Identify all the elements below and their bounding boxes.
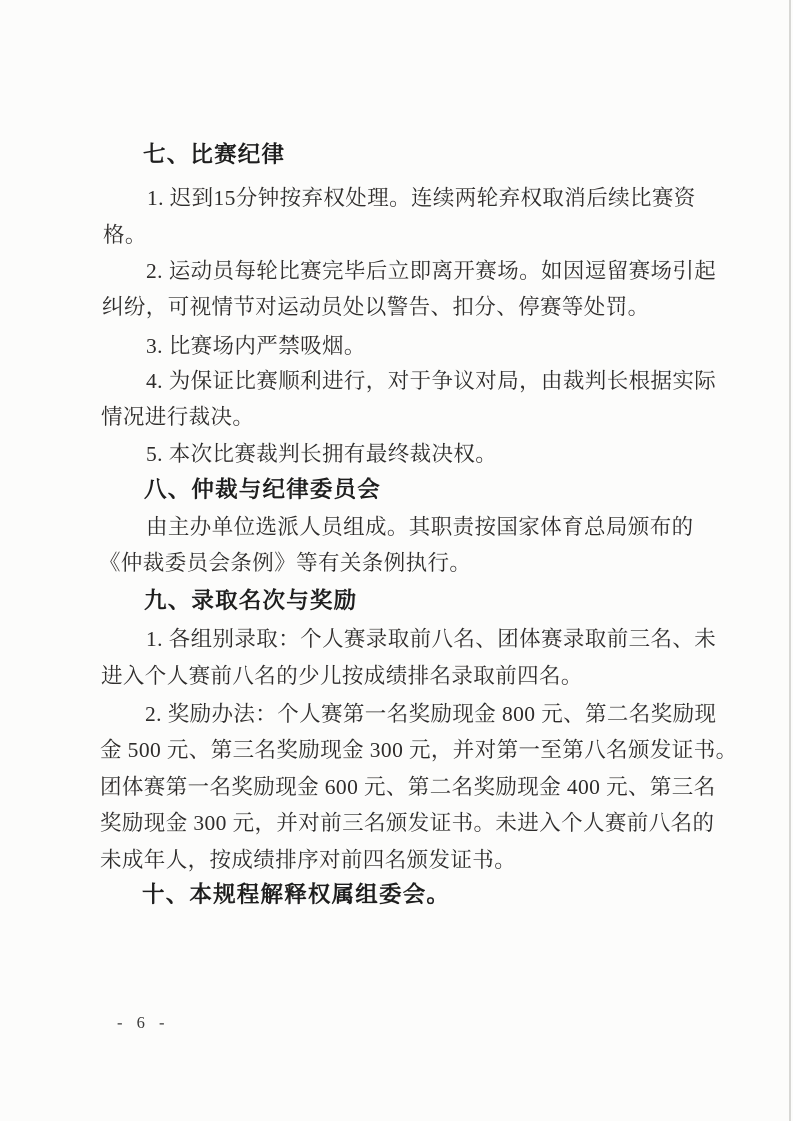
para-8-line-1: 2. 奖励办法：个人赛第一名奖励现金 800 元、第二名奖励现 [145, 702, 717, 726]
para-7-line-2: 进入个人赛前八名的少儿按成绩排名录取前四名。 [101, 664, 583, 688]
para-8-line-5: 未成年人，按成绩排序对前四名颁发证书。 [100, 848, 517, 872]
para-7-line-1: 1. 各组别录取：个人赛录取前八名、团体赛录取前三名、未 [146, 627, 717, 651]
section-heading-8-arbitration: 八、仲裁与纪律委员会 [144, 477, 382, 502]
section-heading-9-awards: 九、录取名次与奖励 [144, 588, 358, 613]
para-8-line-3: 团体赛第一名奖励现金 600 元、第二名奖励现金 400 元、第三名 [100, 775, 716, 799]
para-2-line-2: 纠纷，可视情节对运动员处以警告、扣分、停赛等处罚。 [102, 295, 650, 319]
section-heading-7-discipline: 七、比赛纪律 [143, 142, 286, 167]
para-4-line-2: 情况进行裁决。 [101, 405, 255, 429]
para-5-line-1: 5. 本次比赛裁判长拥有最终裁决权。 [146, 442, 498, 466]
para-4-line-1: 4. 为保证比赛顺利进行，对于争议对局，由裁判长根据实际 [146, 369, 717, 393]
scan-edge-line [789, 0, 791, 1121]
para-6-line-2: 《仲裁委员会条例》等有关条例执行。 [99, 551, 472, 575]
para-8-line-2: 金 500 元、第三名奖励现金 300 元，并对第一至第八名颁发证书。 [100, 738, 738, 762]
para-8-line-4: 奖励现金 300 元，并对前三名颁发证书。未进入个人赛前八名的 [100, 811, 715, 835]
para-1-line-2: 格。 [103, 223, 147, 247]
page-number: - 6 - [117, 1013, 170, 1032]
para-1-line-1: 1. 迟到15分钟按弃权处理。连续两轮弃权取消后续比赛资 [147, 186, 696, 210]
para-3-line-1: 3. 比赛场内严禁吸烟。 [146, 334, 366, 358]
para-2-line-1: 2. 运动员每轮比赛完毕后立即离开赛场。如因逗留赛场引起 [146, 259, 717, 283]
para-6-line-1: 由主办单位选派人员组成。其职责按国家体育总局颁布的 [146, 515, 694, 539]
section-heading-10-interpretation: 十、本规程解释权属组委会。 [142, 882, 451, 907]
